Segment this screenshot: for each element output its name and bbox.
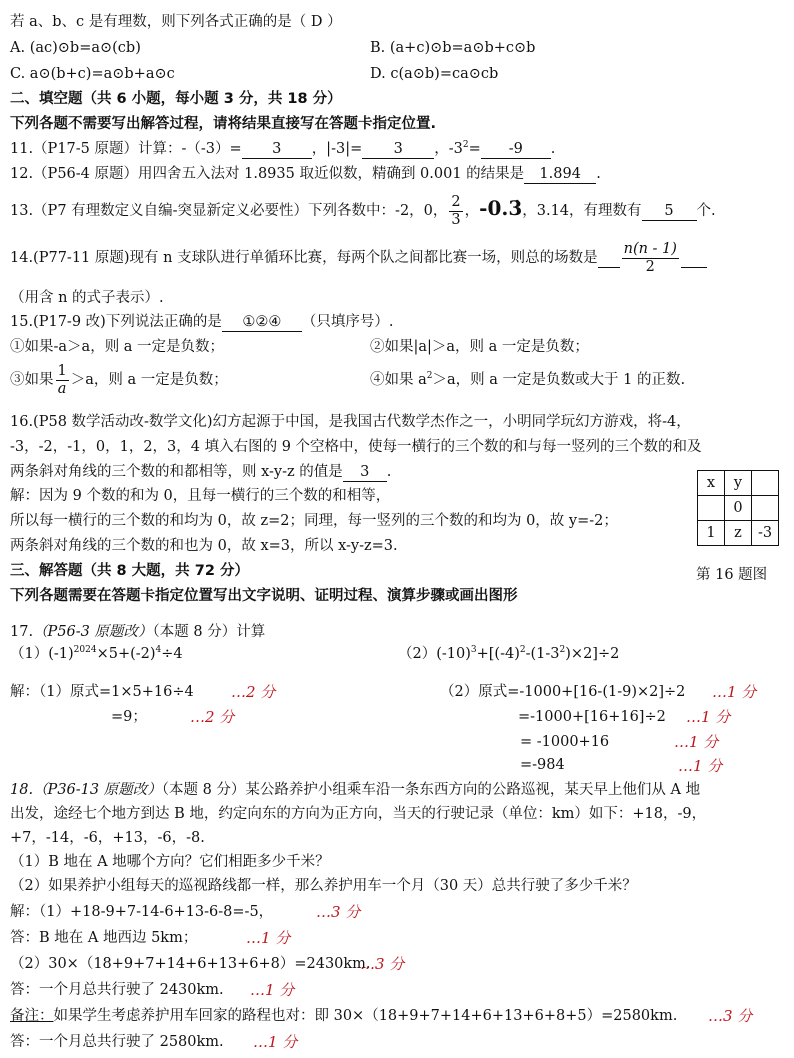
q17-title: （本题 8 分）计算 xyxy=(152,624,266,640)
q15-text: 15.(P17-9 改)下列说法正确的是 xyxy=(10,314,222,330)
section2-heading: 二、填空题（共 6 小题，每小题 3 分，共 18 分） xyxy=(10,91,342,107)
q18-line1 xyxy=(10,780,700,800)
q16-solution1: 解：因为 9 个数的和为 0，且每一横行的三个数的和相等， xyxy=(10,488,391,504)
q18-solution2: （2）30×（18+9+7+14+6+13+6+8）=2430km. xyxy=(10,956,371,972)
q14-frac-num: n(n - 1) xyxy=(623,240,677,257)
q13-answer: 5 xyxy=(642,203,697,221)
q17-p1a: （1）(-1) xyxy=(10,646,74,662)
grid-cell: 1 xyxy=(698,521,725,546)
q15-o3-fraction xyxy=(56,363,69,398)
q15-o3-den: a xyxy=(57,380,67,397)
q11 xyxy=(10,139,555,159)
q16-solution2: 所以每一横行的三个数的和均为 0，故 z=2；同理，每一竖列的三个数的和均为 0，故 y=-2； xyxy=(10,513,618,529)
q18-mark3: …3 分 xyxy=(360,955,405,973)
q16-line2: -3，-2，-1，0，1，2，3，4 填入右图的 9 个空格中，使每一横行的三个数的和与每一竖列的三个数的和及 xyxy=(10,439,702,455)
q18-mark1: …3 分 xyxy=(316,903,361,921)
grid-cell: -3 xyxy=(752,521,779,546)
q13-fraction xyxy=(449,194,462,229)
q18-answer3: 答：一个月总共行驶了 2580km. xyxy=(10,1034,224,1050)
q15 xyxy=(10,312,393,332)
q18-mark5: …3 分 xyxy=(708,1007,753,1025)
q15-o3-suffix: ＞a，则 a 一定是负数； xyxy=(70,372,228,388)
q17-p1c: ÷4 xyxy=(161,646,183,662)
q17-p2a: （2）(-10) xyxy=(398,646,471,662)
q17-part1 xyxy=(10,644,183,664)
q11-mid3: = xyxy=(468,141,481,157)
q18-mark4: …1 分 xyxy=(250,981,295,999)
q12-answer: 1.894 xyxy=(524,166,596,184)
q18-note-text: 如果学生考虑养护用车回家的路程也对：即 30×（18+9+7+14+6+13+6+8+5）=2580km. xyxy=(53,1008,678,1024)
q11-mid2: ，-3 xyxy=(434,141,463,157)
q11-prefix: 11.（P17-5 原题）计算：-（-3）= xyxy=(10,141,242,157)
grid-cell: 0 xyxy=(725,496,752,521)
q18-part2: （2）如果养护小组每天的巡视路线都一样，那么养护用车一个月（30 天）总共行驶了多少千米？ xyxy=(10,878,637,894)
q15-o3-prefix: ③如果 xyxy=(10,372,54,388)
q13-frac-den: 3 xyxy=(451,211,461,228)
q17-mark5: …1 分 xyxy=(674,733,719,751)
q13-rest: ，3.14，有理数有 xyxy=(522,203,642,219)
q18-mark2: …1 分 xyxy=(246,929,291,947)
q18-note-label: 备注： xyxy=(10,1008,54,1024)
option-b: B. (a+c)⊙b=a⊙b+c⊙b xyxy=(370,40,536,56)
q15-answer: ①②④ xyxy=(222,314,302,332)
grid-cell: z xyxy=(725,521,752,546)
q18-note xyxy=(10,1006,677,1026)
q11-answer1: 3 xyxy=(242,141,312,159)
q17-p2b: +[(-4) xyxy=(476,646,520,662)
q14-tail: （用含 n 的式子表示）. xyxy=(10,290,164,306)
q15-end: （只填序号）. xyxy=(301,314,394,330)
q13: 13.（P7 有理数定义自编-突显新定义必要性）下列各数中：-2，0， $\frac{2}{3}$ ，-0.3̇，3.14，有理数有 5 个. xyxy=(10,193,716,228)
q13-end: 个. xyxy=(696,203,716,219)
q17-p2c: -(1-3 xyxy=(525,646,560,662)
option-d: D. c(a⊙b)=ca⊙cb xyxy=(370,66,499,82)
q18-mark6: …1 分 xyxy=(253,1033,298,1051)
q18-line1-text: （本题 8 分）某公路养护小组乘车沿一条东西方向的公路巡视，某天早上他们从 A 地 xyxy=(161,782,701,798)
q11-end: . xyxy=(550,141,556,157)
q14-frac-den: 2 xyxy=(645,258,655,275)
q11-answer3: -9 xyxy=(481,141,551,159)
q17-p2d: )×2]÷2 xyxy=(565,646,620,662)
q18-line3: +7，-14，-6，+13，-6，-8. xyxy=(10,830,205,846)
grid-cell: y xyxy=(725,471,752,496)
section3-heading: 三、解答题（共 8 大题，共 72 分） xyxy=(10,563,249,579)
q12-text: 12.（P56-4 原题）用四舍五入法对 1.8935 取近似数，精确到 0.001 的结果是 xyxy=(10,166,525,182)
q15-option2: ②如果|a|＞a，则 a 一定是负数； xyxy=(370,339,589,355)
q18-answer1: 答：B 地在 A 地西边 5km； xyxy=(10,930,198,946)
section3-instruction: 下列各题需要在答题卡指定位置写出文字说明、证明过程、演算步骤或画出图形 xyxy=(10,588,518,604)
q17-solution2c: = -1000+16 xyxy=(520,734,610,750)
q17-p2-exp2: 2 xyxy=(519,645,526,655)
q17-mark1: …2 分 xyxy=(231,683,276,701)
q16-solution3: 两条斜对角线的三个数的和也为 0，故 x=3，所以 x-y-z=3. xyxy=(10,538,398,554)
q17-p1-exp2: 4 xyxy=(155,645,162,655)
q17-mark2: …2 分 xyxy=(190,708,235,726)
q17-p1b: ×5+(-2) xyxy=(96,646,156,662)
q14 xyxy=(10,236,707,280)
q18-source: （P36-13 原题改） xyxy=(33,782,162,798)
q11-answer2: 3 xyxy=(362,141,434,159)
q15-option4 xyxy=(370,370,685,390)
q13-frac-num: 2 xyxy=(451,193,461,210)
q18-line2: 出发，途经七个地方到达 B 地，约定向东的方向为正方向，当天的行驶记录（单位：km）如下：+18，-9， xyxy=(10,806,707,822)
q17-solution1a: 解：（1）原式=1×5+16÷4 xyxy=(10,684,194,700)
q16-line3-text: 两条斜对角线的三个数的和都相等，则 x-y-z 的值是 xyxy=(10,464,343,480)
q17-p1-exp1: 2024 xyxy=(73,645,97,655)
grid-cell xyxy=(698,496,725,521)
q16-line1: 16.(P58 数学活动改-数学文化)幻方起源于中国，是我国古代数学杰作之一，小明同学玩幻方游戏，将-4， xyxy=(10,414,691,430)
q18-part1: （1）B 地在 A 地哪个方向？它们相距多少千米？ xyxy=(10,854,330,870)
q16-line3 xyxy=(10,462,391,482)
grid-cell xyxy=(752,496,779,521)
q17-mark4: …1 分 xyxy=(686,708,731,726)
q15-o4-prefix: ④如果 a xyxy=(370,372,427,388)
q-choice-stem: 若 a、b、c 是有理数，则下列各式正确的是（ D ） xyxy=(10,14,342,30)
q17-source: （P56-3 原题改） xyxy=(33,624,153,640)
section2-instruction: 下列各题不需要写出解答过程，请将结果直接写在答题卡指定位置. xyxy=(10,116,437,132)
magic-square-grid xyxy=(697,470,779,546)
q17-solution2b: =-1000+[16+16]÷2 xyxy=(518,709,666,725)
q15-option3 xyxy=(10,358,228,402)
q13-text: 13.（P7 有理数定义自编-突显新定义必要性）下列各数中：-2，0， xyxy=(10,203,448,219)
grid-cell: x xyxy=(698,471,725,496)
q15-o4-suffix: ＞a，则 a 一定是负数或大于 1 的正数. xyxy=(432,372,686,388)
q17-p2-exp3: 2 xyxy=(559,645,566,655)
q17-solution2a: （2）原式=-1000+[16-(1-9)×2]÷2 xyxy=(440,684,686,700)
option-a: A. (ac)⊙b=a⊙(cb) xyxy=(10,40,141,56)
q15-o4-exponent: 2 xyxy=(426,371,433,381)
q16-answer: 3 xyxy=(343,464,387,482)
grid-caption: 第 16 题图 xyxy=(696,567,768,583)
q17-solution2d: =-984 xyxy=(520,757,565,773)
q17-mark3: …1 分 xyxy=(712,683,757,701)
q15-o3-num: 1 xyxy=(57,362,67,379)
q13-repeating-decimal: -0.3̇ xyxy=(479,196,523,220)
q18-answer2: 答：一个月总共行驶了 2430km. xyxy=(10,982,224,998)
q18-number: 18. xyxy=(10,782,34,798)
q17-solution1b: =9； xyxy=(111,709,147,725)
q11-exponent: 2 xyxy=(462,140,469,150)
q14-answer-fraction xyxy=(622,241,679,276)
grid-cell xyxy=(752,471,779,496)
q14-text: 14.(P77-11 原题)现有 n 支球队进行单循环比赛，每两个队之间都比赛一场，则总的场数是 xyxy=(10,250,598,266)
option-c: C. a⊙(b+c)=a⊙b+a⊙c xyxy=(10,66,175,82)
q11-mid1: ，|-3|= xyxy=(311,141,363,157)
q17-header xyxy=(10,622,265,642)
q17-mark6: …1 分 xyxy=(678,757,723,775)
q17-p2-exp1: 3 xyxy=(470,645,477,655)
q17-part2 xyxy=(398,644,619,664)
q17-number: 17. xyxy=(10,624,34,640)
q12 xyxy=(10,164,601,184)
q12-end: . xyxy=(596,166,601,182)
q18-solution1: 解：（1）+18-9+7-14-6+13-6-8=-5， xyxy=(10,904,274,920)
q16-line3-end: . xyxy=(386,464,392,480)
q15-option1: ①如果-a＞a，则 a 一定是负数； xyxy=(10,339,225,355)
